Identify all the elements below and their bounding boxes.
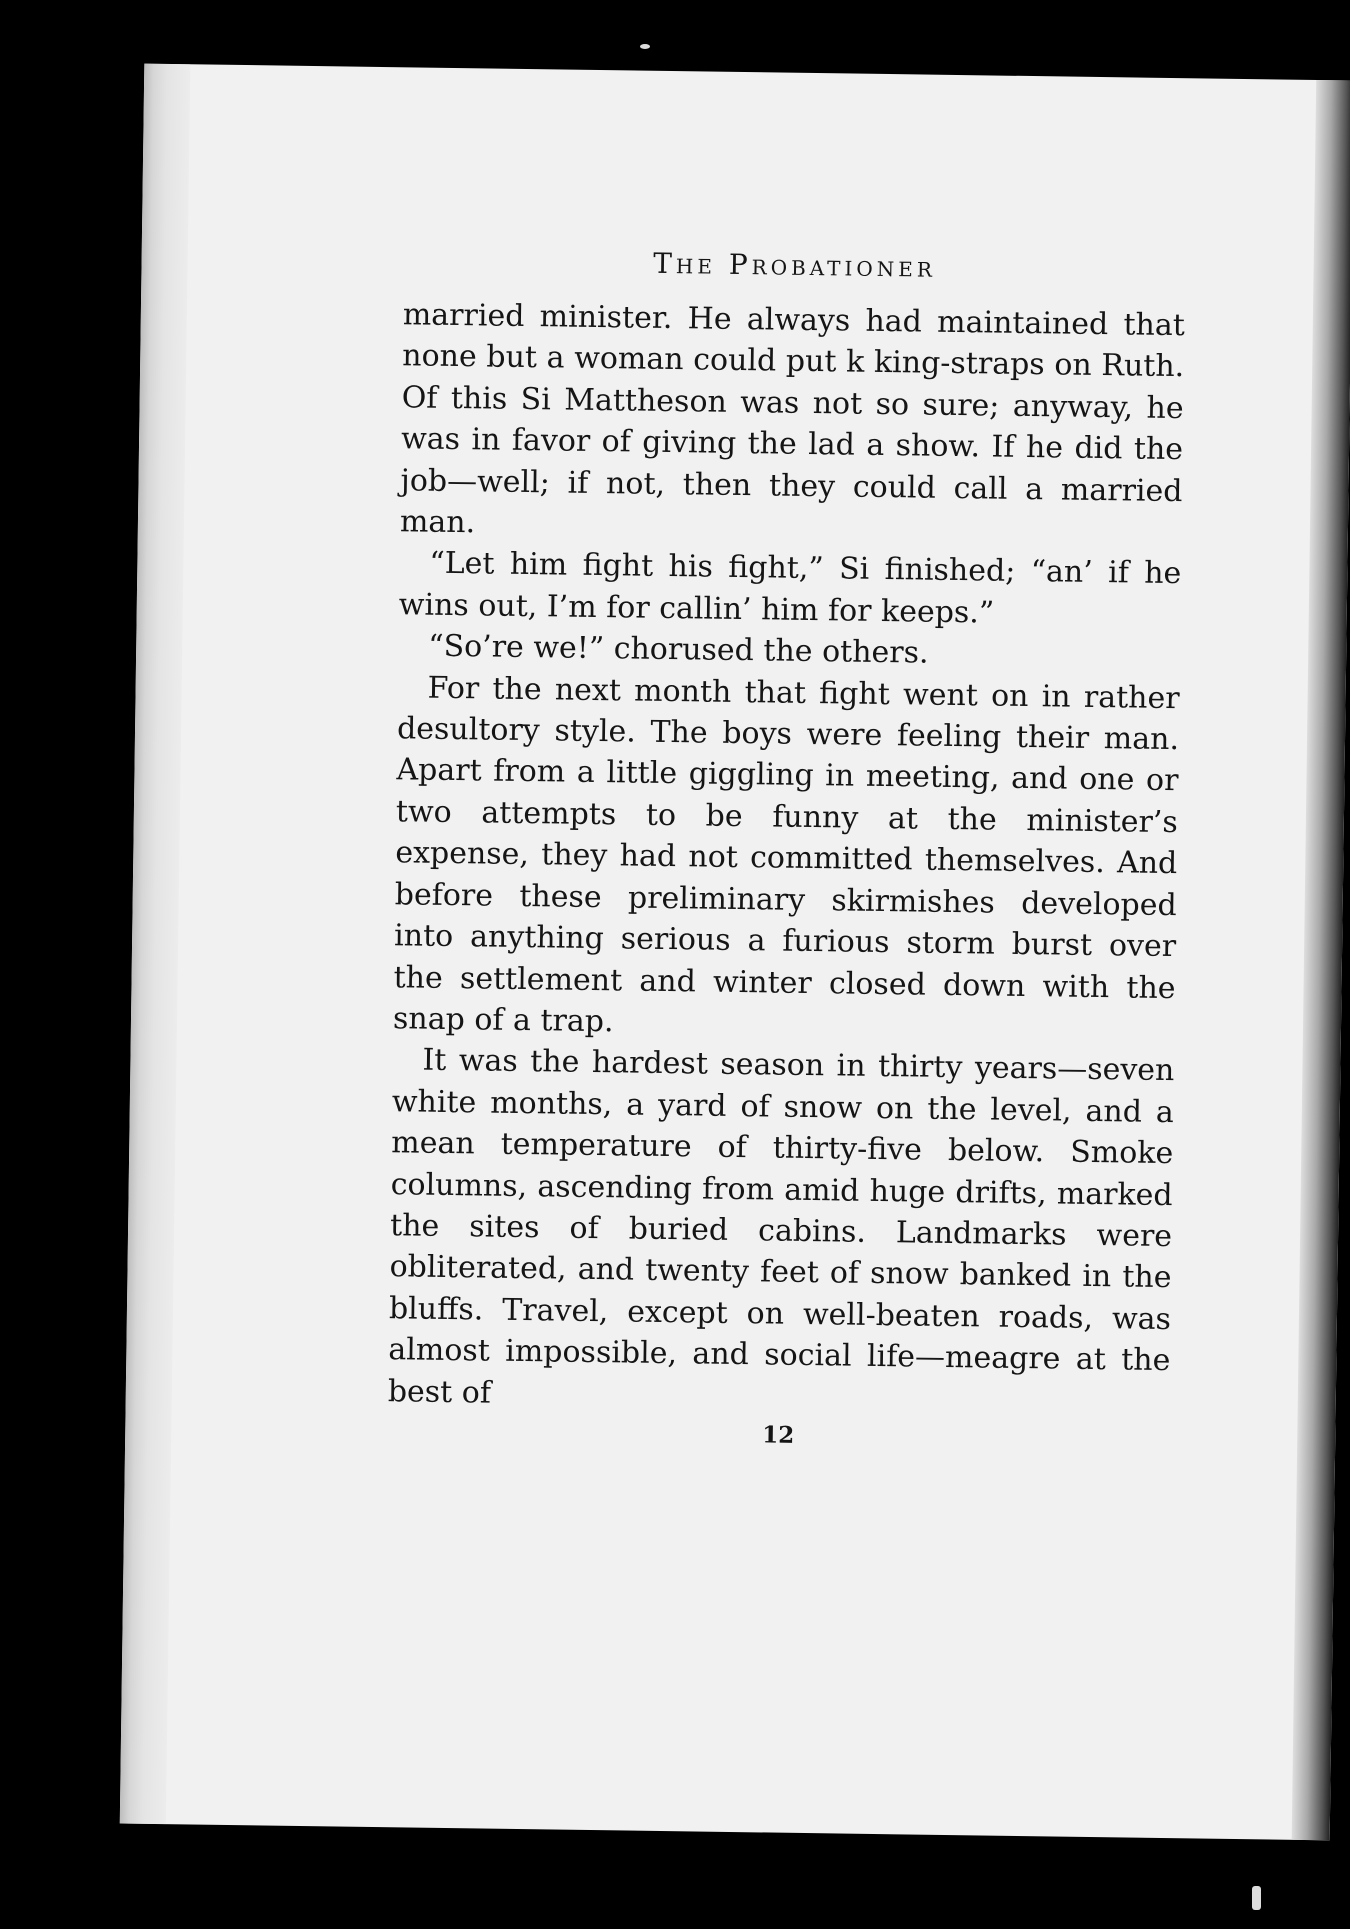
page-edge-shadow — [1292, 80, 1350, 1840]
page-gutter-shadow — [120, 64, 191, 1824]
page-number: 12 — [762, 1421, 795, 1449]
scan-speck — [1252, 1886, 1261, 1910]
paragraph: married minister. He always had maintained that none but a woman could put k king-straps on Ruth. Of this Si Mattheson was not so sure; anyway, he was in favor of giving the lad a show. If he did the job—well; if not, then they could call a married man. — [399, 297, 1186, 541]
paragraph: “So’re we!” chorused the others. — [427, 628, 929, 671]
paragraph: It was the hardest season in thirty years—seven white months, a yard of snow on the level, and a mean temperature of thirty-five below. Smoke columns, ascending from amid huge drifts, marked the sites of buried cabins. Landmarks were obliterated, and twenty feet of snow banked in the bluffs. Travel, except on well-beaten roads, was almost impossible, and social life—meagre at the best of — [387, 1042, 1175, 1411]
book-page — [120, 64, 1350, 1841]
paragraph: For the next month that fight went on in rather desultory style. The boys were feeling their man. Apart from a little giggling in meeting, and one or two attempts to be funny at the minister’s expense, they had not committed themselves. And before these preliminary skirmishes developed into anything serious a furious storm burst over the settlement and winter closed down with the snap of a trap. — [392, 670, 1180, 1040]
page-text-block — [387, 243, 1186, 1454]
scan-speck — [640, 44, 650, 49]
running-head: The Probationer — [652, 246, 937, 284]
paragraph: “Let him fight his fight,” Si finished; “an’ if he wins out, I’m for callin’ him for keeps.” — [398, 546, 1182, 631]
